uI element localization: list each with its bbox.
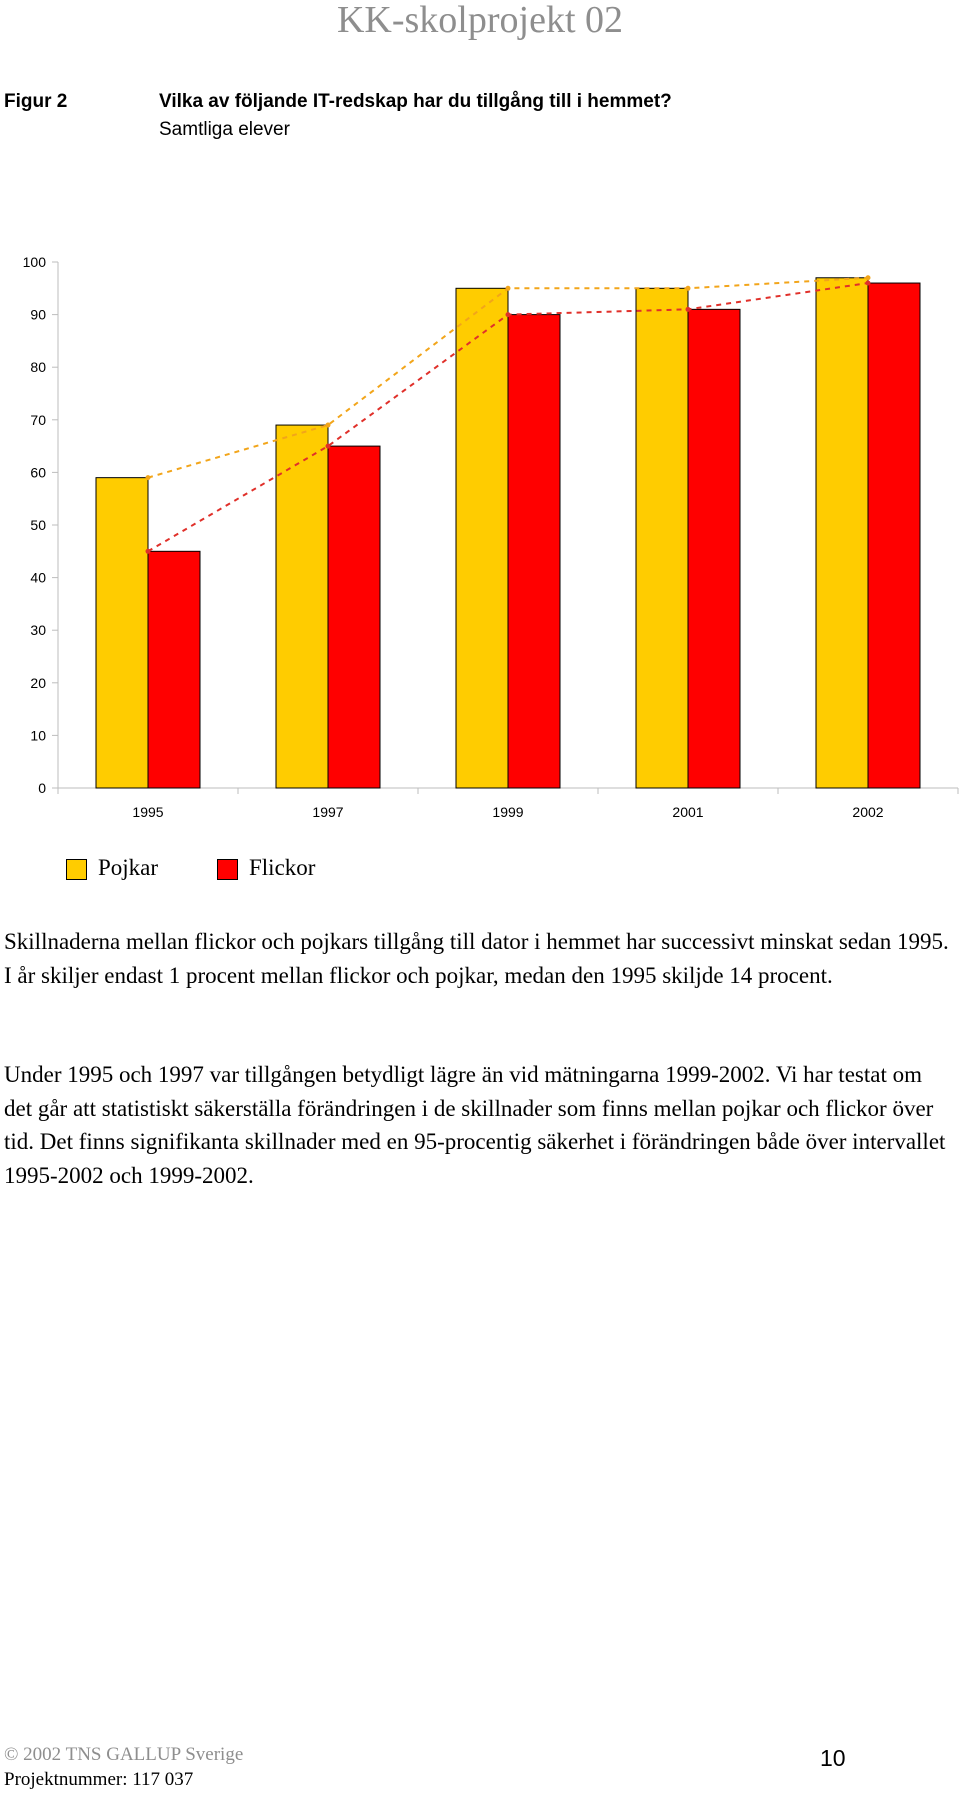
trend-point-pojkar-1999: [506, 286, 511, 291]
bar-flickor-2001: [688, 309, 740, 788]
y-tick-label-100: 100: [22, 254, 46, 270]
bar-pojkar-2001: [636, 288, 688, 788]
y-tick-label-40: 40: [30, 569, 46, 586]
trend-point-flickor-2001: [686, 307, 691, 312]
footer-project-number: Projektnummer: 117 037: [4, 1769, 194, 1790]
page-number: 10: [820, 1745, 846, 1771]
y-tick-label-0: 0: [38, 780, 46, 796]
x-tick-label-1999: 1999: [492, 804, 524, 820]
legend-swatch-pojkar: [66, 859, 87, 880]
y-tick-label-70: 70: [30, 411, 46, 428]
y-tick-label-10: 10: [30, 727, 46, 744]
y-tick-label-20: 20: [30, 674, 46, 691]
body-paragraph-1: Skillnaderna mellan flickor och pojkars tillgång till dator i hemmet har successivt minskat sedan 1995. I år skiljer endast 1 procent mellan flickor och pojkar, medan den 1995 skiljde 14 procent.: [4, 929, 949, 988]
trend-point-flickor-1997: [326, 444, 331, 449]
bar-flickor-1997: [328, 446, 380, 788]
trend-point-pojkar-2001: [686, 286, 691, 291]
trend-point-pojkar-2002: [866, 275, 871, 280]
bar-flickor-1995: [148, 551, 200, 788]
x-tick-label-1995: 1995: [132, 804, 164, 820]
trend-point-flickor-1995: [146, 549, 151, 554]
footer-copyright: © 2002 TNS GALLUP Sverige: [4, 1744, 244, 1765]
bar-pojkar-2002: [816, 278, 868, 788]
page-header-title: KK-skolprojekt 02: [336, 0, 624, 41]
bar-pojkar-1999: [456, 288, 508, 788]
figure-question: Vilka av följande IT-redskap har du tillgång till i hemmet?: [159, 91, 672, 112]
x-tick-label-2002: 2002: [852, 804, 884, 820]
bar-flickor-2002: [868, 283, 920, 788]
bar-pojkar-1997: [276, 425, 328, 788]
bar-pojkar-1995: [96, 478, 148, 788]
trend-point-flickor-2002: [866, 281, 871, 286]
bar-chart: [0, 240, 960, 830]
x-tick-label-1997: 1997: [312, 804, 344, 820]
x-tick-label-2001: 2001: [672, 804, 704, 820]
y-tick-label-90: 90: [30, 306, 46, 323]
trend-point-pojkar-1995: [146, 475, 151, 480]
figure-subtitle: Samtliga elever: [159, 119, 290, 140]
footer-info: [4, 1742, 243, 1792]
y-tick-label-60: 60: [30, 464, 46, 481]
bar-flickor-1999: [508, 315, 560, 788]
legend-swatch-flickor: [217, 859, 238, 880]
y-tick-label-80: 80: [30, 359, 46, 376]
legend-label-pojkar: Pojkar: [98, 855, 159, 880]
y-tick-label-30: 30: [30, 622, 46, 639]
trend-point-flickor-1999: [506, 312, 511, 317]
body-paragraph-2: Under 1995 och 1997 var tillgången betydligt lägre än vid mätningarna 1999-2002. Vi har testat om det går att statistiskt säkerställa förändringen i de skillnader som finns mellan pojkar och flickor över tid. Det finns signifikanta skillnader med en 95-procentig säkerhet i förändringen både över intervallet 1995-2002 och 1999-2002.: [4, 1062, 946, 1188]
figure-label: Figur 2: [4, 91, 68, 112]
legend-label-flickor: Flickor: [249, 855, 316, 880]
y-tick-label-50: 50: [30, 517, 46, 533]
trend-point-pojkar-1997: [326, 423, 331, 428]
